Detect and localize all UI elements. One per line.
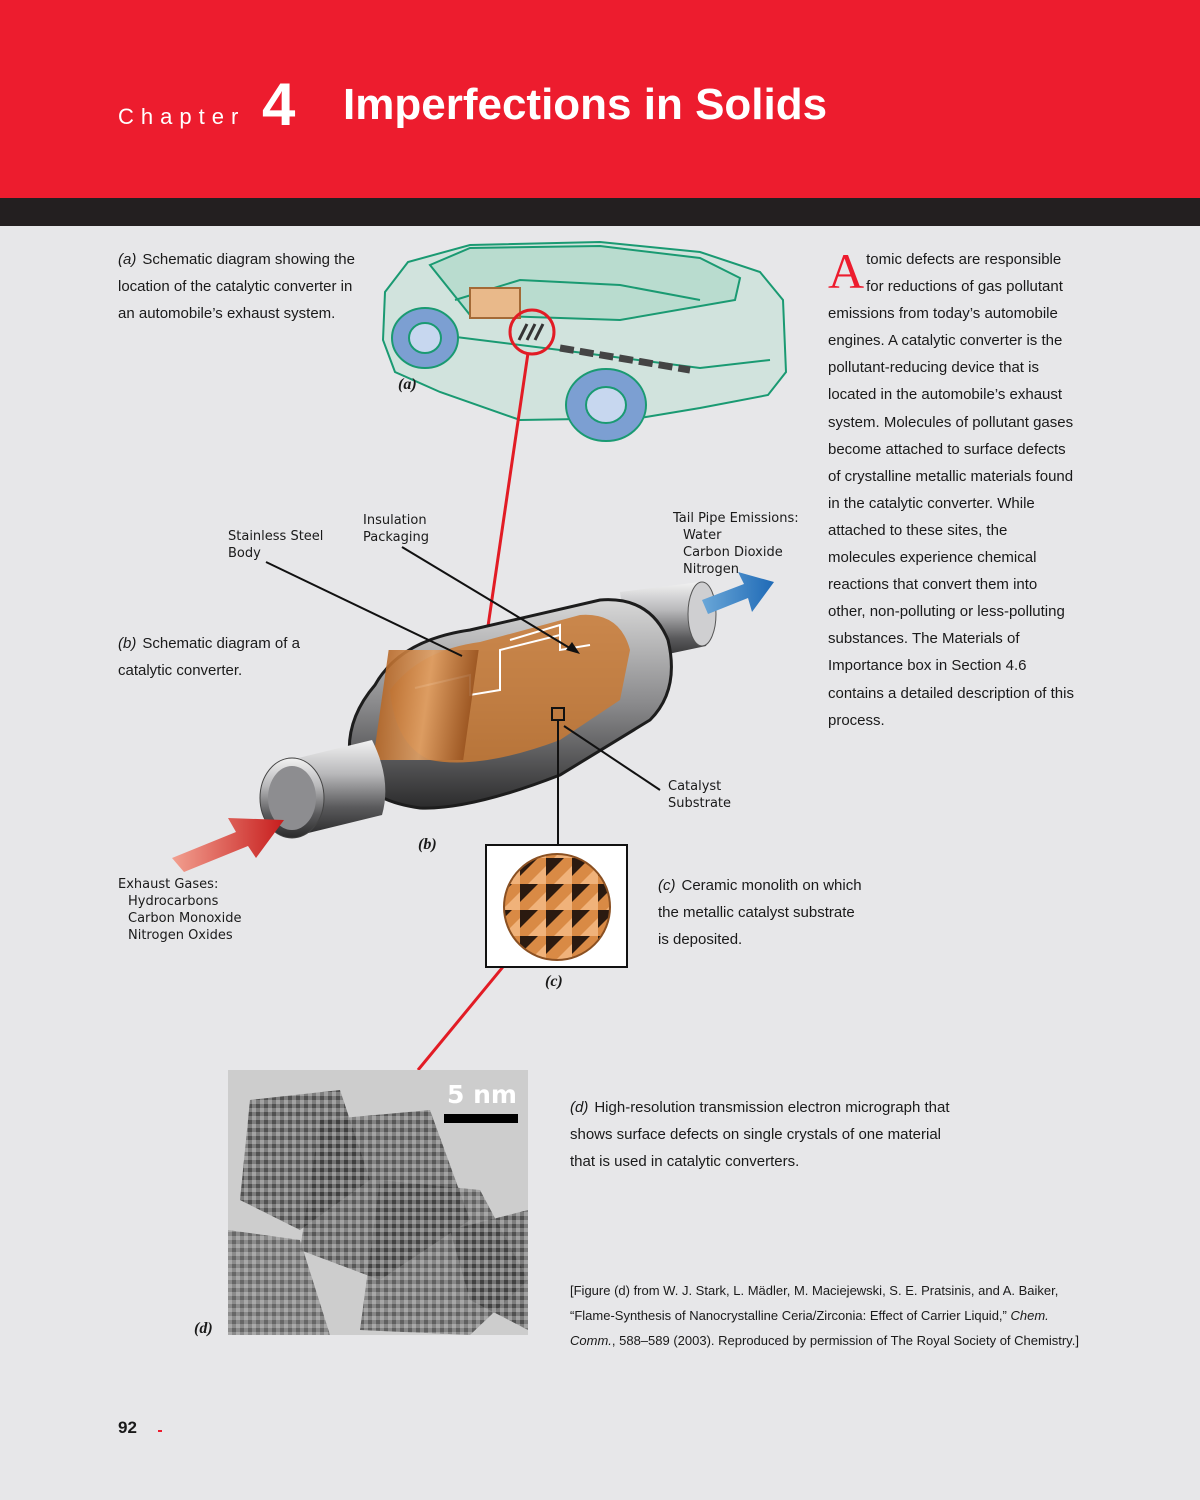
caption-d [570, 1094, 970, 1175]
scale-bar [444, 1114, 518, 1123]
fig-b-label: (b) [418, 836, 437, 853]
exhaust-item: Hydrocarbons [128, 894, 219, 909]
caption-b-letter: (b) [118, 635, 137, 652]
caption-d-text: High-resolution transmission electron micrograph that shows surface defects on single crystals of one material that is used in catalytic converters. [570, 1099, 950, 1170]
label-stainless-steel [228, 528, 323, 562]
body-paragraph [828, 243, 1078, 734]
stainless-line1: Stainless Steel [228, 529, 324, 544]
caption-c [658, 872, 863, 953]
caption-b-text: Schematic diagram of a catalytic converter. [118, 635, 300, 679]
chapter-number: 4 [262, 71, 296, 138]
page-number-marker [158, 1430, 162, 1432]
tailpipe-title: Tail Pipe Emissions: [673, 511, 799, 526]
credit-part1: [Figure (d) from W. J. Stark, L. Mädler, M. Maciejewski, S. E. Pratsinis, and A. Baiker, “Flame-Synthesis of Nanocrystalline Ceria/Zirconia: Effect of Carrier Liquid,” [570, 1283, 1059, 1323]
figure-credit [570, 1278, 1090, 1353]
tailpipe-item: Water [683, 528, 722, 543]
label-catalyst-substrate [668, 778, 731, 812]
exhaust-item: Carbon Monoxide [128, 911, 242, 926]
caption-a-letter: (a) [118, 251, 137, 268]
page-number: 92 [118, 1418, 137, 1437]
caption-c-letter: (c) [658, 877, 676, 894]
car-illustration [383, 242, 786, 441]
catalyst-line2: Substrate [668, 796, 732, 811]
credit-part2: , 588–589 (2003). Reproduced by permission of The Royal Society of Chemistry.] [611, 1333, 1079, 1348]
label-insulation [363, 512, 429, 546]
exhaust-title: Exhaust Gases: [118, 877, 219, 892]
stainless-line2: Body [228, 546, 261, 561]
credit-journal: Chem. Comm. [570, 1308, 1049, 1348]
exhaust-arrow [172, 818, 284, 872]
caption-c-text: Ceramic monolith on which the metallic catalyst substrate is deposited. [658, 877, 862, 948]
insulation-line2: Packaging [363, 530, 429, 545]
fig-c-label: (c) [545, 973, 563, 990]
caption-d-letter: (d) [570, 1099, 589, 1116]
chapter-word: Chapter [118, 104, 246, 129]
insulation-line1: Insulation [363, 513, 427, 528]
label-exhaust-gases [118, 876, 241, 944]
caption-a [118, 246, 363, 327]
drop-cap: A [828, 243, 865, 299]
exhaust-item: Nitrogen Oxides [128, 928, 233, 943]
tailpipe-item: Nitrogen [683, 562, 739, 577]
chapter-title: Imperfections in Solids [343, 80, 828, 129]
caption-a-text: Schematic diagram showing the location of the catalytic converter in an automobile’s exhaust system. [118, 251, 355, 322]
fig-a-label: (a) [398, 376, 417, 393]
body-text: tomic defects are responsible for reductions of gas pollutant emissions from today’s automobile engines. A catalytic converter is the pollutant-reducing device that is located in the automobile’s exhaust system. Molecules of pollutant gases become attached to surface defects of crystalline metallic materials found in the catalytic converter. While attached to these sites, the molecules experience chemical reactions that convert them into other, non-polluting or less-polluting substances. The Materials of Importance box in Section 4.6 contains a detailed description of this process. [828, 251, 1074, 729]
caption-b [118, 630, 308, 684]
tailpipe-item: Carbon Dioxide [683, 545, 783, 560]
fig-d-label: (d) [194, 1320, 213, 1337]
scale-bar-label: 5 nm [447, 1080, 517, 1109]
catalyst-line1: Catalyst [668, 779, 722, 794]
label-tailpipe-emissions [673, 510, 799, 578]
